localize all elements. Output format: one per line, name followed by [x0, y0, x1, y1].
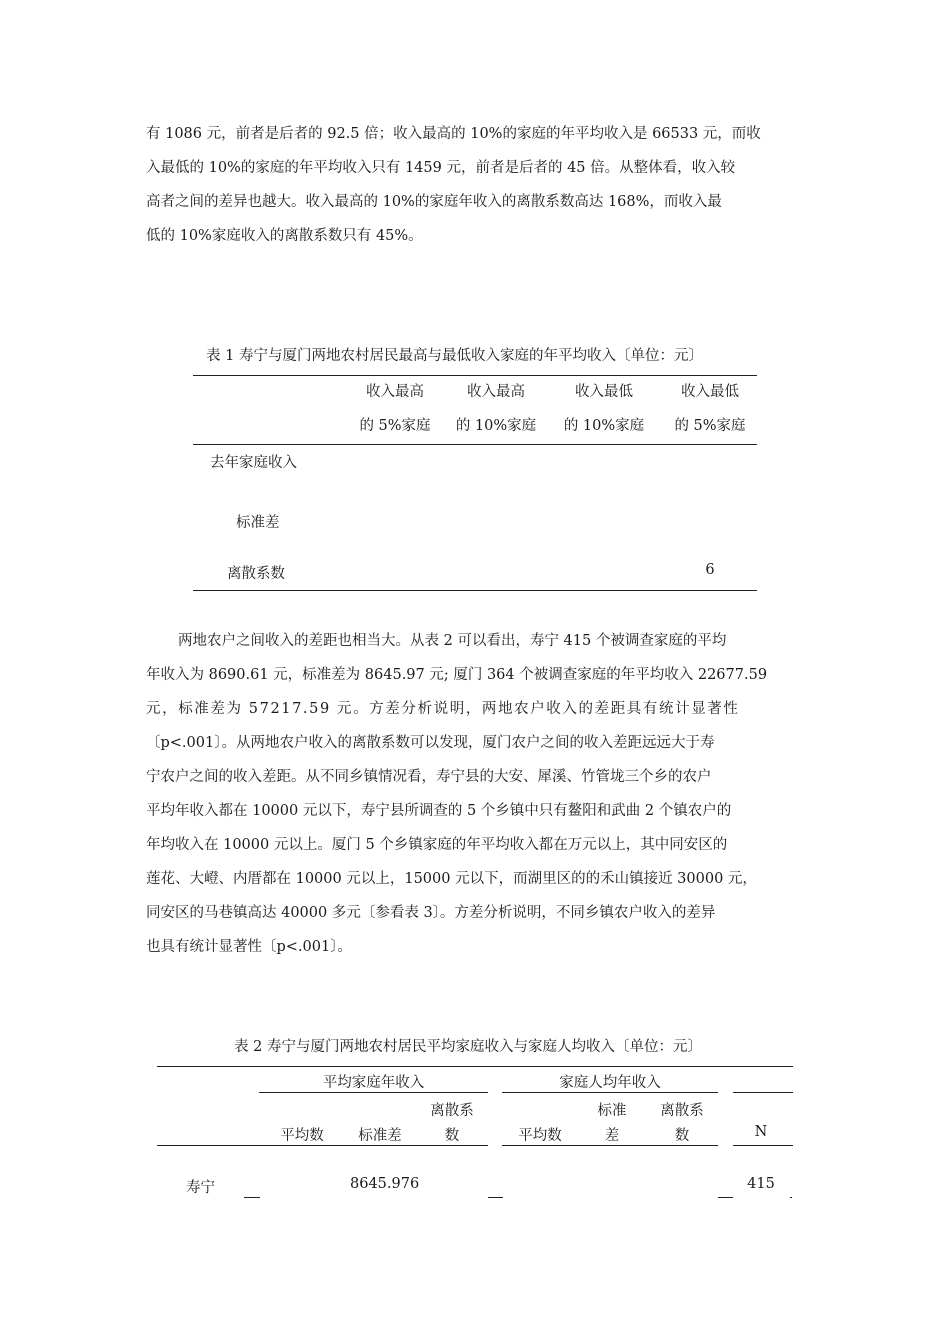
- table-2-cell-underline: [718, 1197, 733, 1198]
- paragraph-line: 平均年收入都在 10000 元以下，寿宁县所调查的 5 个乡镇中只有鳌阳和武曲 2 个镇农户的: [146, 803, 732, 819]
- table-1-header: 的 5%家庭: [674, 418, 746, 434]
- table-1-row-label: 去年家庭收入: [210, 455, 297, 471]
- table-2-subheader: 离散系: [430, 1103, 474, 1119]
- table-2-subheader: 标准差: [358, 1128, 402, 1144]
- paragraph-1: [146, 117, 810, 253]
- table-1-header: 收入最低: [681, 384, 739, 400]
- table-2-caption: 表 2 寿宁与厦门两地农村居民平均家庭收入与家庭人均收入〔单位：元〕: [234, 1039, 702, 1055]
- paragraph-line: 宁农户之间的收入差距。从不同乡镇情况看，寿宁县的大安、犀溪、竹管垅三个乡的农户: [146, 769, 712, 785]
- table-1-row-label: 标准差: [236, 515, 280, 531]
- table-2-row-label: 寿宁: [186, 1180, 215, 1196]
- table-2-group-rule: [259, 1092, 488, 1093]
- table-2-top-rule: [157, 1066, 793, 1067]
- table-2-cell-underline: [244, 1197, 260, 1198]
- table-1-header-rule: [193, 444, 757, 445]
- table-1-header: 收入最高: [467, 384, 525, 400]
- table-2-group-header: 平均家庭年收入: [322, 1075, 425, 1091]
- table-2-group-header: 家庭人均年收入: [559, 1075, 661, 1091]
- table-1-top-rule: [193, 375, 757, 376]
- table-2-cell-underline: [488, 1197, 503, 1198]
- table-1-caption: 表 1 寿宁与厦门两地农村居民最高与最低收入家庭的年平均收入〔单位：元〕: [206, 348, 703, 364]
- table-2-subheader: 平均数: [518, 1128, 562, 1144]
- paragraph-line: 有 1086 元，前者是后者的 92.5 倍；收入最高的 10%的家庭的年平均收入是 66533 元，而收: [146, 126, 761, 142]
- paragraph-line: 年收入为 8690.61 元，标准差为 8645.97 元; 厦门 364 个被调查家庭的年平均收入 22677.59: [146, 667, 768, 683]
- table-2-subheader: 标准: [597, 1103, 627, 1119]
- paragraph-line: 也具有统计显著性〔p<.001〕。: [146, 939, 352, 955]
- table-2-header-rule: [157, 1145, 488, 1146]
- paragraph-line: 年均收入在 10000 元以上。厦门 5 个乡镇家庭的年平均收入都在万元以上，其中同安区的: [146, 837, 728, 853]
- paragraph-line: 两地农户之间收入的差距也相当大。从表 2 可以看出，寿宁 415 个被调查家庭的平均: [178, 633, 727, 649]
- paragraph-line: 元，标准差为 57217.59 元。方差分析说明，两地农户收入的差距具有统计显著性: [146, 701, 740, 717]
- table-1-cell: 6: [705, 562, 715, 578]
- table-2-cell: 415: [747, 1176, 775, 1192]
- table-2-subheader: N: [754, 1124, 768, 1140]
- table-1-header: 收入最低: [575, 384, 633, 400]
- paragraph-2: [146, 624, 810, 964]
- paragraph-line: 低的 10%家庭收入的离散系数只有 45%。: [146, 228, 423, 244]
- table-1-header: 收入最高: [366, 384, 424, 400]
- table-2-subheader: 平均数: [280, 1128, 324, 1144]
- paragraph-line: 〔p<.001〕。从两地农户收入的离散系数可以发现，厦门农户之间的收入差距远远大于寿: [146, 735, 715, 751]
- table-2-cell-underline: [790, 1197, 792, 1198]
- paragraph-line: 莲花、大嶝、内厝都在 10000 元以上，15000 元以下，而湖里区的的禾山镇接近 30000 元，: [146, 871, 757, 887]
- table-2-cell: 8645.976: [350, 1176, 420, 1192]
- table-1-bottom-rule: [193, 590, 757, 591]
- table-2-group-rule: [502, 1092, 718, 1093]
- table-2-group-rule: [733, 1092, 793, 1093]
- table-1-row-label: 离散系数: [227, 566, 285, 582]
- paragraph-line: 入最低的 10%的家庭的年平均收入只有 1459 元，前者是后者的 45 倍。从整体看，收入较: [146, 160, 736, 176]
- table-1-header: 的 5%家庭: [359, 418, 431, 434]
- table-2-subheader: 数: [444, 1128, 460, 1144]
- table-1-header: 的 10%家庭: [563, 418, 645, 434]
- table-2-subheader: 离散系: [660, 1103, 704, 1119]
- table-2-subheader: 差: [604, 1128, 620, 1144]
- paragraph-line: 高者之间的差异也越大。收入最高的 10%的家庭年收入的离散系数高达 168%，而收入最: [146, 194, 722, 210]
- table-1-header: 的 10%家庭: [455, 418, 537, 434]
- table-2-header-rule: [502, 1145, 718, 1146]
- paragraph-line: 同安区的马巷镇高达 40000 多元〔参看表 3〕。方差分析说明，不同乡镇农户收入的差异: [146, 905, 716, 921]
- table-2-subheader: 数: [674, 1128, 690, 1144]
- table-2-header-rule: [733, 1145, 793, 1146]
